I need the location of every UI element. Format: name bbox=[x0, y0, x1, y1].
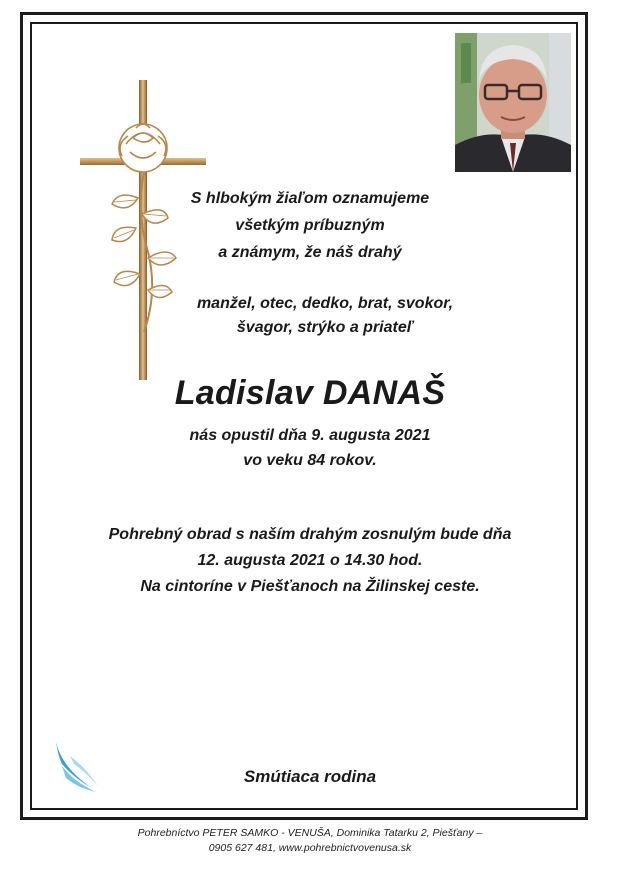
death-date-line: nás opustil dňa 9. augusta 2021 bbox=[189, 427, 431, 444]
water-drop-logo-icon bbox=[52, 738, 100, 796]
funeral-line: Pohrebný obrad s naším drahým zosnulým bude dňa bbox=[108, 526, 512, 543]
relations-line: manžel, otec, dedko, brat, svokor, bbox=[196, 295, 454, 312]
funeral-line: 12. augusta 2021 o 14.30 hod. bbox=[197, 552, 423, 569]
announcement-intro bbox=[150, 185, 470, 266]
relations-text bbox=[165, 292, 485, 340]
deceased-name: Ladislav DANAŠ bbox=[174, 374, 446, 412]
portrait-photo bbox=[455, 33, 571, 172]
intro-line: a známym, že náš drahý bbox=[218, 244, 402, 261]
age-line: vo veku 84 rokov. bbox=[243, 452, 377, 469]
funeral-line: Na cintoríne v Piešťanoch na Žilinskej ceste. bbox=[140, 578, 480, 595]
relations-line: švagor, strýko a priateľ bbox=[236, 319, 414, 336]
footer-address: Pohrebníctvo PETER SAMKO - VENUŠA, Dominika Tatarku 2, Piešťany – bbox=[137, 827, 483, 839]
death-details bbox=[110, 423, 510, 473]
intro-line: všetkým príbuzným bbox=[235, 217, 385, 234]
funeral-details bbox=[60, 522, 560, 600]
signature: Smútiaca rodina bbox=[243, 767, 377, 786]
footer-contact bbox=[40, 826, 580, 856]
footer-phone-web: 0905 627 481, www.pohrebnictvovenusa.sk bbox=[208, 842, 412, 854]
intro-line: S hlbokým žiaľom oznamujeme bbox=[190, 190, 430, 207]
